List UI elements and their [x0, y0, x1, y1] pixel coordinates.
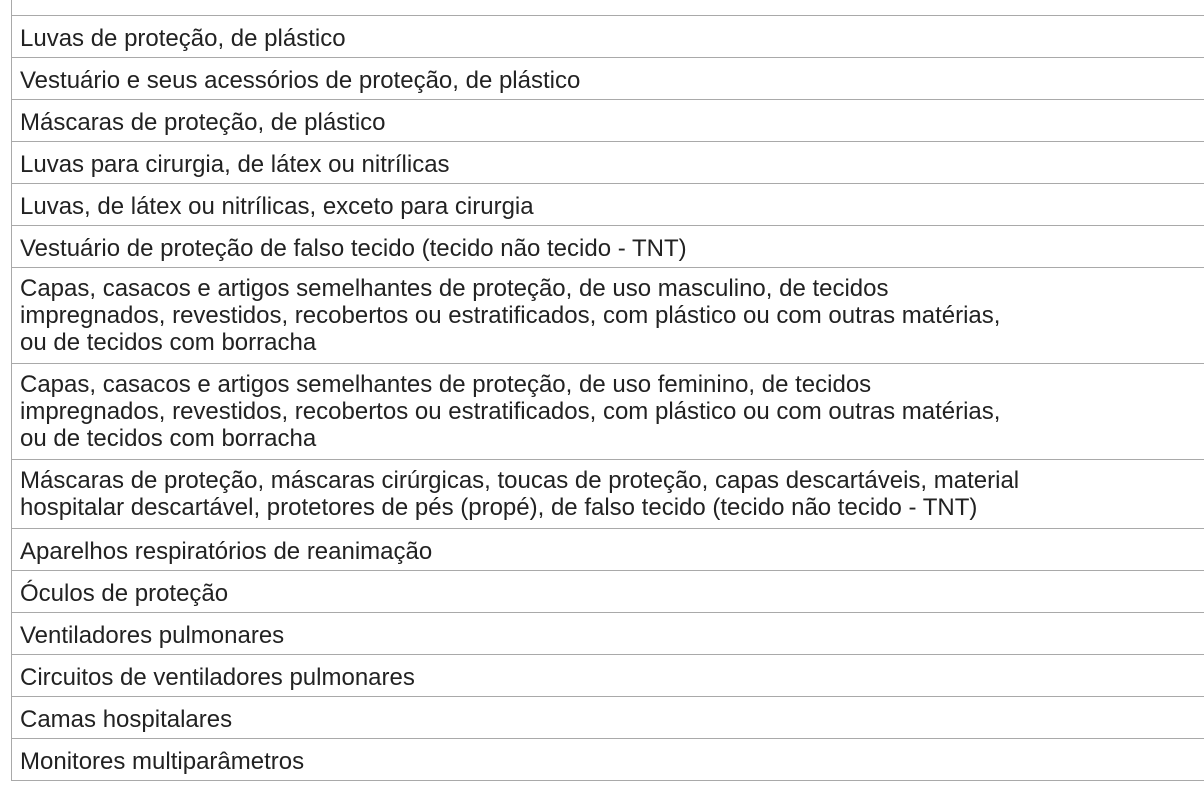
table-row: Camas hospitalares: [12, 697, 1204, 739]
table-row: Luvas para cirurgia, de látex ou nitrílicas: [12, 142, 1204, 184]
table-row: Máscaras de proteção, máscaras cirúrgicas, toucas de proteção, capas descartáveis, material hospitalar descartável, protetores de pés (propé), de falso tecido (tecido não tecido - TNT): [12, 460, 1204, 529]
table-row: Luvas, de látex ou nitrílicas, exceto para cirurgia: [12, 184, 1204, 226]
table-row: Vestuário e seus acessórios de proteção, de plástico: [12, 58, 1204, 100]
product-table: [11, 15, 1204, 781]
table-row: Capas, casacos e artigos semelhantes de proteção, de uso masculino, de tecidos impregnados, revestidos, recobertos ou estratificados, com plástico ou com outras matérias, ou de tecidos com borracha: [12, 268, 1204, 364]
table-row: Aparelhos respiratórios de reanimação: [12, 529, 1204, 571]
table-row: Monitores multiparâmetros: [12, 739, 1204, 781]
table-row: Capas, casacos e artigos semelhantes de proteção, de uso feminino, de tecidos impregnados, revestidos, recobertos ou estratificados, com plástico ou com outras matérias, ou de tecidos com borracha: [12, 364, 1204, 460]
table-row: Circuitos de ventiladores pulmonares: [12, 655, 1204, 697]
table-row: Luvas de proteção, de plástico: [12, 16, 1204, 58]
table-row: Ventiladores pulmonares: [12, 613, 1204, 655]
table-top-edge: [11, 0, 1204, 15]
table-row: Máscaras de proteção, de plástico: [12, 100, 1204, 142]
table-row: Vestuário de proteção de falso tecido (tecido não tecido - TNT): [12, 226, 1204, 268]
table-row: Óculos de proteção: [12, 571, 1204, 613]
